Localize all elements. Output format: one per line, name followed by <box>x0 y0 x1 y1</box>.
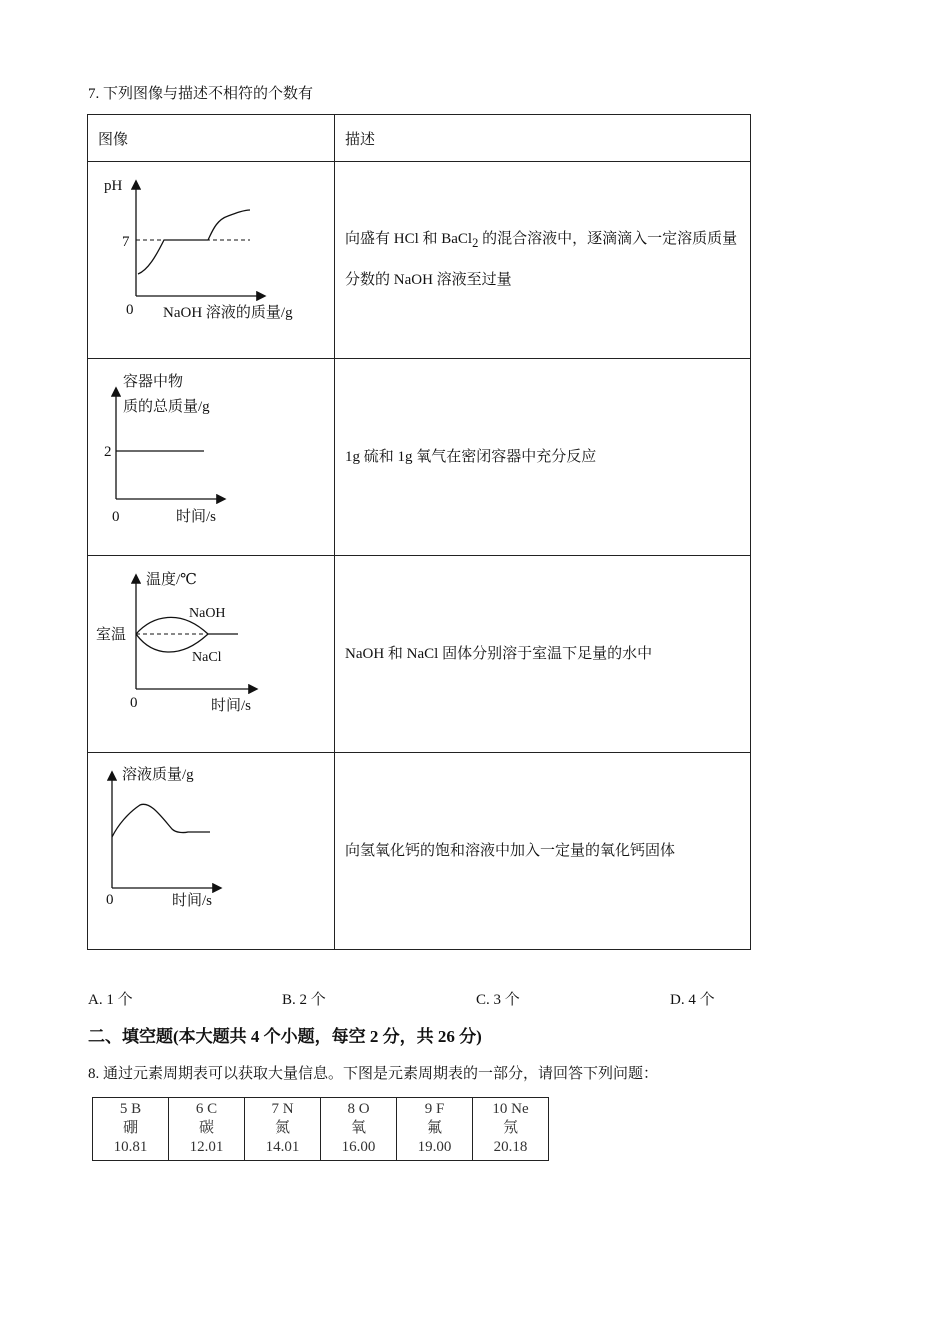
table-row <box>88 162 751 359</box>
y-mark-2: 2 <box>104 444 112 460</box>
graph-cell <box>88 753 335 950</box>
table-row <box>88 359 751 556</box>
y-axis-label-line2: 质的总质量/g <box>123 399 210 415</box>
element-name: 氖 <box>502 1120 518 1136</box>
element-name: 硼 <box>122 1120 138 1136</box>
ph-curve <box>138 210 250 274</box>
x-axis-label: 时间/s <box>176 509 217 525</box>
element-cell <box>473 1098 549 1161</box>
y-axis-label: 溶液质量/g <box>122 767 194 783</box>
table-row <box>88 753 751 950</box>
header-image: 图像 <box>88 115 335 162</box>
header-description: 描述 <box>335 115 751 162</box>
periodic-table-excerpt <box>92 1097 549 1161</box>
origin-label: 0 <box>112 509 120 525</box>
element-cell <box>321 1098 397 1161</box>
description-cell: 向氢氧化钙的饱和溶液中加入一定量的氧化钙固体 <box>335 753 751 950</box>
question-7-stem: 7. 下列图像与描述不相符的个数有 <box>88 86 314 102</box>
y-mark-7: 7 <box>122 234 130 250</box>
element-mass: 10.81 <box>113 1139 148 1155</box>
element-header: 7 N <box>271 1101 294 1117</box>
origin-label: 0 <box>130 695 138 711</box>
description-text: 向盛有 HCl 和 BaCl$_2$ 的混合溶液中，逐滴滴入一定溶质质量分数的 NaOH 溶液至过量 <box>345 231 738 288</box>
x-axis-label: 时间/s <box>211 698 252 714</box>
option-c[interactable]: C. 3 个 <box>476 992 520 1008</box>
element-name: 氮 <box>274 1120 290 1136</box>
y-axis-label: pH <box>104 178 123 194</box>
y-axis-label: 温度/℃ <box>146 572 197 588</box>
description-cell <box>335 162 751 359</box>
element-cell <box>169 1098 245 1161</box>
element-header: 10 Ne <box>492 1101 529 1117</box>
temperature-graph <box>88 556 324 752</box>
description-cell: 1g 硫和 1g 氧气在密闭容器中充分反应 <box>335 359 751 556</box>
element-name: 氧 <box>350 1120 366 1136</box>
option-b[interactable]: B. 2 个 <box>282 992 326 1008</box>
origin-label: 0 <box>126 302 134 318</box>
graph-cell <box>88 359 335 556</box>
question-8-stem: 8. 通过元素周期表可以获取大量信息。下图是元素周期表的一部分，请回答下列问题： <box>88 1066 659 1082</box>
solution-mass-graph <box>88 753 324 949</box>
question-7-table <box>87 114 751 950</box>
curve-label-naoh: NaOH <box>189 606 226 621</box>
ph-graph <box>88 162 324 358</box>
graph-cell <box>88 556 335 753</box>
element-header: 8 O <box>347 1101 370 1117</box>
element-cell <box>397 1098 473 1161</box>
element-header: 9 F <box>424 1101 445 1117</box>
element-row <box>93 1098 549 1161</box>
element-mass: 19.00 <box>417 1139 452 1155</box>
x-axis-label: 时间/s <box>172 893 213 909</box>
room-temperature-label: 室温 <box>96 627 127 643</box>
element-cell <box>245 1098 321 1161</box>
option-d[interactable]: D. 4 个 <box>670 992 715 1008</box>
x-axis-label: NaOH 溶液的质量/g <box>163 305 293 321</box>
mass-curve <box>112 804 210 837</box>
element-mass: 20.18 <box>493 1139 528 1155</box>
element-cell <box>93 1098 169 1161</box>
curve-label-nacl: NaCl <box>192 650 222 665</box>
element-mass: 16.00 <box>341 1139 376 1155</box>
mass-graph <box>88 359 324 555</box>
element-mass: 14.01 <box>265 1139 300 1155</box>
description-cell: NaOH 和 NaCl 固体分别溶于室温下足量的水中 <box>335 556 751 753</box>
section-2-heading: 二、填空题(本大题共 4 个小题，每空 2 分，共 26 分) <box>88 1027 482 1046</box>
y-axis-label-line1: 容器中物 <box>123 374 184 390</box>
element-name: 氟 <box>426 1120 442 1136</box>
option-a[interactable]: A. 1 个 <box>88 992 133 1008</box>
element-mass: 12.01 <box>189 1139 224 1155</box>
table-row <box>88 556 751 753</box>
element-name: 碳 <box>198 1120 214 1136</box>
graph-cell <box>88 162 335 359</box>
table-header-row <box>88 115 751 162</box>
element-header: 6 C <box>195 1101 218 1117</box>
origin-label: 0 <box>106 892 114 908</box>
element-header: 5 B <box>119 1101 142 1117</box>
